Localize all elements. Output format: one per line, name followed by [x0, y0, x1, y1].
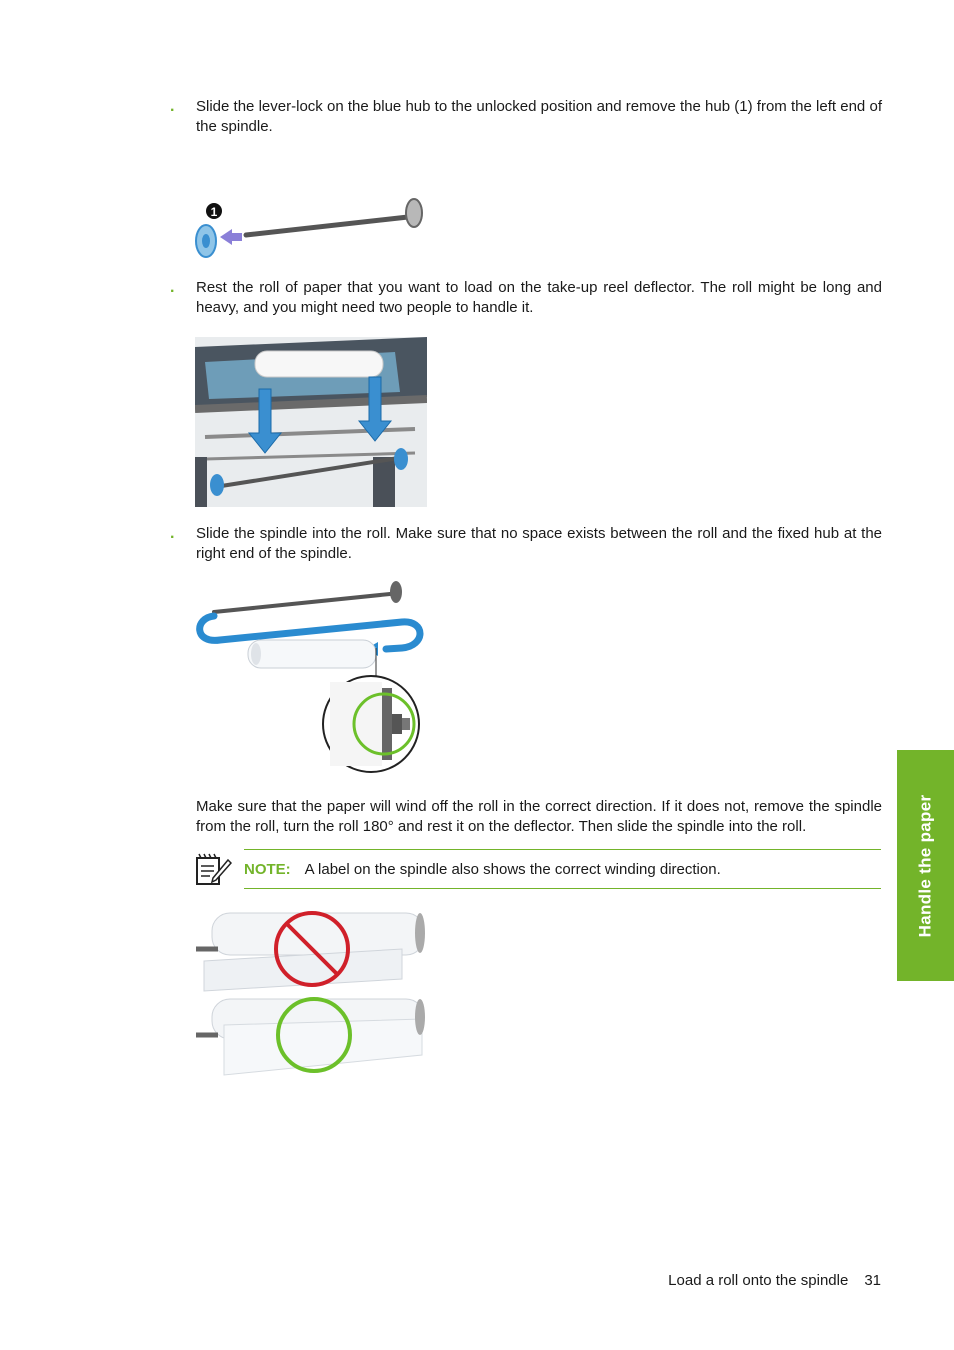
step-bullet: .: [170, 98, 175, 115]
page-number: 31: [864, 1272, 881, 1289]
footer-section-title: Load a roll onto the spindle: [668, 1272, 849, 1289]
note-label: NOTE:: [244, 860, 291, 878]
step-text: Slide the lever-lock on the blue hub to the unlocked position and remove the hub (1) from the left end of the spindle.: [196, 98, 882, 135]
note-text: A label on the spindle also shows the correct winding direction.: [304, 860, 721, 878]
winding-direction-paragraph: Make sure that the paper will wind off the roll in the correct direction. If it does not, remove the spindle from the roll, turn the roll 180° and rest it on the deflector. Then slide the spindle into the roll.: [196, 798, 882, 835]
paper-roll: [255, 351, 383, 377]
printer-deflector-figure: [195, 337, 427, 507]
step-text: Slide the spindle into the roll. Make sure that no space exists between the roll and the fixed hub at the right end of the spindle.: [196, 525, 882, 562]
callout-number: 1: [210, 205, 218, 219]
step-3: [170, 524, 882, 563]
chapter-side-tab: [897, 750, 954, 981]
remove-arrow: [220, 229, 242, 245]
step-text: Rest the roll of paper that you want to load on the take-up reel deflector. The roll might be long and heavy, and you might need two people to handle it.: [196, 279, 882, 316]
fixed-hub: [390, 581, 402, 603]
step-1: [170, 97, 882, 136]
spindle-hub-figure: [190, 195, 430, 263]
correct-winding: [196, 999, 425, 1075]
fixed-hub: [406, 199, 422, 227]
step-bullet: .: [170, 279, 175, 296]
spindle-rod: [246, 217, 408, 235]
wrong-winding: [196, 913, 425, 991]
note-icon: [194, 852, 232, 886]
note-box: [244, 849, 881, 889]
step-bullet: .: [170, 525, 175, 542]
spindle-rod: [214, 594, 390, 612]
chapter-tab-label: Handle the paper: [915, 794, 935, 937]
page-footer: [668, 1272, 881, 1289]
winding-direction-figure: [194, 905, 430, 1079]
spindle-into-roll-figure: [190, 578, 430, 774]
paper-roll: [248, 640, 376, 668]
step-2: [170, 278, 882, 317]
